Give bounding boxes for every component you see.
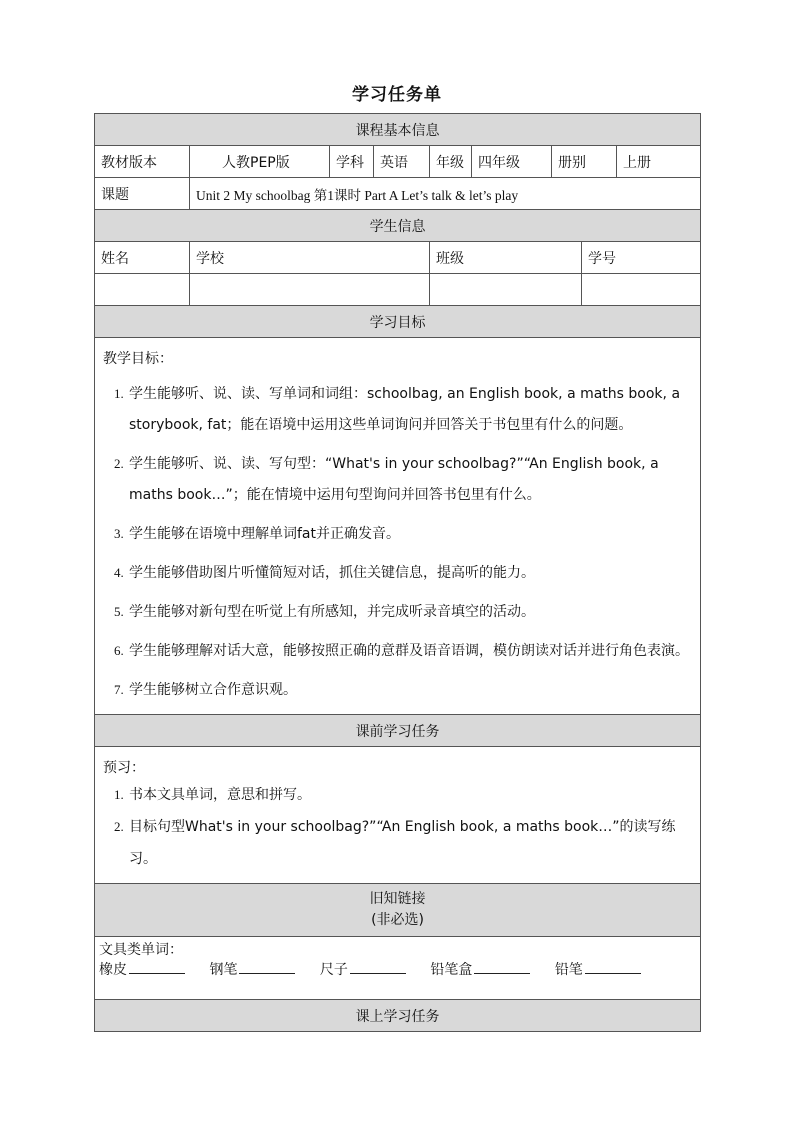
name-label: 姓名: [95, 242, 190, 274]
word-ruler: 尺子: [319, 962, 348, 978]
preclass-label: 预习：: [103, 760, 145, 776]
name-field[interactable]: [95, 274, 190, 306]
page-title: 学习任务单: [352, 85, 442, 105]
word-blank-row: [99, 959, 696, 979]
objective-item: 3. 学生能够在语境中理解单词fat并正确发音。: [127, 518, 694, 550]
objective-item: 2. 学生能够听、说、读、写句型：“What's in your schoolbag?”“An English book, a maths book…”；能在情境中运用句型询问并回答书包里有什么。: [127, 448, 694, 511]
preclass-item: 1. 书本文具单词，意思和拼写。: [127, 779, 694, 811]
preclass-item: 2. 目标句型What's in your schoolbag?”“An English book, a maths book…”的读写练习。: [127, 811, 694, 875]
link-title: 旧知链接: [369, 891, 426, 907]
task-sheet-table: [94, 113, 701, 1032]
topic-value: Unit 2 My schoolbag 第1课时 Part A Let’s talk & let’s play: [190, 178, 701, 210]
word-pencil-box: 铅笔盒: [430, 962, 473, 978]
objectives-list: [103, 378, 694, 706]
subject-value: 英语: [374, 146, 430, 178]
class-label: 班级: [430, 242, 582, 274]
link-label: 文具类单词：: [99, 942, 183, 958]
objectives-label: 教学目标：: [103, 351, 173, 367]
section-header-inclass: 课上学习任务: [95, 1000, 701, 1032]
blank-input[interactable]: [129, 960, 185, 974]
blank-input[interactable]: [585, 960, 641, 974]
objective-item: 1. 学生能够听、说、读、写单词和词组：schoolbag, an English book, a maths book, a storybook, fat；能在语境中运用这些单词询问并回答关于书包里有什么的问题。: [127, 378, 694, 441]
topic-label: 课题: [95, 178, 190, 210]
textbook-label: 教材版本: [95, 146, 190, 178]
objective-item: 4. 学生能够借助图片听懂简短对话，抓住关键信息，提高听的能力。: [127, 557, 694, 589]
blank-input[interactable]: [474, 960, 530, 974]
grade-label: 年级: [430, 146, 472, 178]
section-header-student: 学生信息: [95, 210, 701, 242]
section-header-objectives: 学习目标: [95, 306, 701, 338]
word-eraser: 橡皮: [99, 962, 127, 978]
preclass-cell: [95, 747, 701, 884]
subject-label: 学科: [330, 146, 374, 178]
volume-value: 上册: [617, 146, 701, 178]
textbook-value: 人教PEP版: [190, 146, 330, 178]
student-id-label: 学号: [582, 242, 701, 274]
school-label: 学校: [190, 242, 430, 274]
objective-item: 5. 学生能够对新句型在听觉上有所感知，并完成听录音填空的活动。: [127, 596, 694, 628]
school-field[interactable]: [190, 274, 430, 306]
grade-value: 四年级: [472, 146, 552, 178]
objective-item: 7. 学生能够树立合作意识观。: [127, 674, 694, 706]
section-header-preclass: 课前学习任务: [95, 715, 701, 747]
link-cell: [95, 937, 701, 1000]
volume-label: 册别: [552, 146, 617, 178]
class-field[interactable]: [430, 274, 582, 306]
section-header-basic: 课程基本信息: [95, 114, 701, 146]
blank-input[interactable]: [350, 960, 406, 974]
word-pen: 钢笔: [209, 962, 238, 978]
word-pencil: 铅笔: [554, 962, 583, 978]
section-header-link: [95, 884, 701, 937]
link-subtitle: (非必选): [371, 912, 425, 928]
student-id-field[interactable]: [582, 274, 701, 306]
preclass-list: [103, 779, 694, 875]
objective-item: 6. 学生能够理解对话大意，能够按照正确的意群及语音语调，模仿朗读对话并进行角色表演。: [127, 635, 694, 667]
objectives-cell: [95, 338, 701, 715]
blank-input[interactable]: [239, 960, 295, 974]
